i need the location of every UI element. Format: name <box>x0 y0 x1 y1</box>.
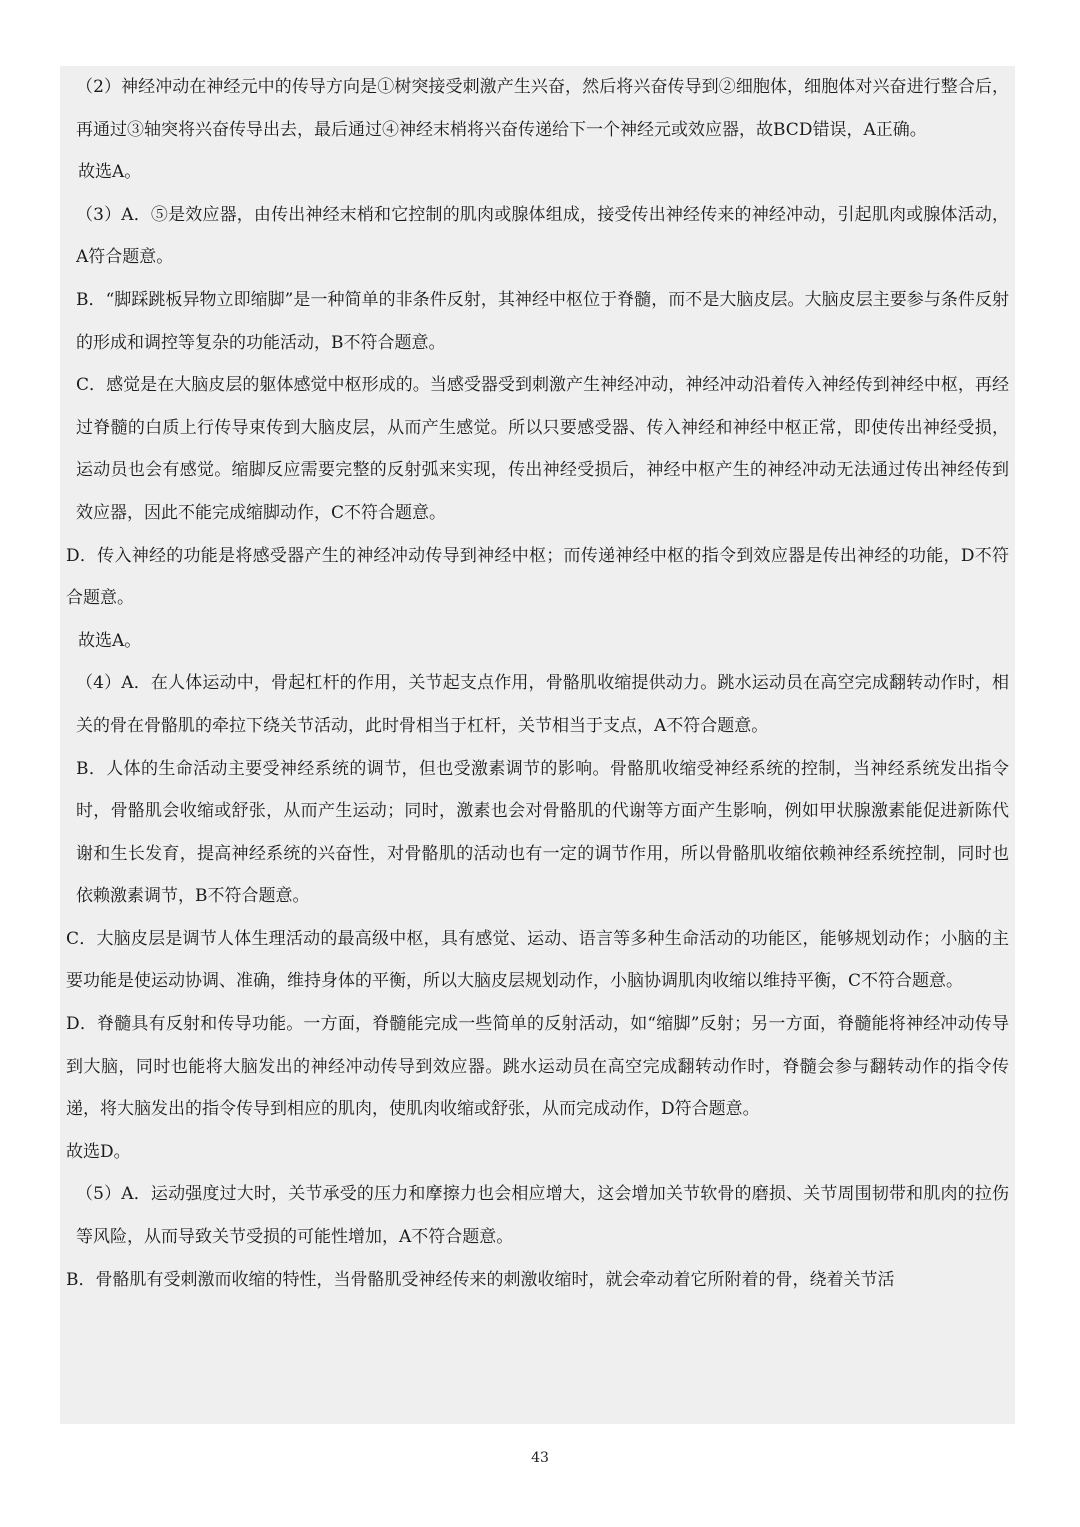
paragraph-q5-b: B．骨骼肌有受刺激而收缩的特性，当骨骼肌受神经传来的刺激收缩时，就会牵动着它所附着的骨，绕着关节活 <box>66 1269 895 1290</box>
paragraph-q4-b: B．人体的生命活动主要受神经系统的调节，但也受激素调节的影响。骨骼肌收缩受神经系统的控制，当神经系统发出指令时，骨骼肌会收缩或舒张，从而产生运动；同时，激素也会对骨骼肌的代谢等方面产生影响，例如甲状腺激素能促进新陈代谢和生长发育，提高神经系统的兴奋性，对骨骼肌的活动也有一定的调节作用，所以骨骼肌收缩依赖神经系统控制，同时也依赖激素调节，B不符合题意。 <box>76 758 1009 907</box>
paragraph-q4-d: D．脊髓具有反射和传导功能。一方面，脊髓能完成一些简单的反射活动，如“缩脚”反射；另一方面，脊髓能将神经冲动传导到大脑，同时也能将大脑发出的神经冲动传导到效应器。跳水运动员在高空完成翻转动作时，脊髓会参与翻转动作的指令传递，将大脑发出的指令传导到相应的肌肉，使肌肉收缩或舒张，从而完成动作，D符合题意。 <box>66 1014 1009 1120</box>
paragraph-q2: （2）神经冲动在神经元中的传导方向是①树突接受刺激产生兴奋，然后将兴奋传导到②细胞体，细胞体对兴奋进行整合后，再通过③轴突将兴奋传导出去，最后通过④神经末梢将兴奋传递给下一个神经元或效应器，故BCD错误，A正确。 <box>76 77 1009 140</box>
paragraph-q4-c: C．大脑皮层是调节人体生理活动的最高级中枢，具有感觉、运动、语言等多种生命活动的功能区，能够规划动作；小脑的主要功能是使运动协调、准确，维持身体的平衡，所以大脑皮层规划动作，小脑协调肌肉收缩以维持平衡，C不符合题意。 <box>66 928 1009 992</box>
paragraph-q3-c: C．感觉是在大脑皮层的躯体感觉中枢形成的。当感受器受到刺激产生神经冲动，神经冲动沿着传入神经传到神经中枢，再经过脊髓的白质上行传导束传到大脑皮层，从而产生感觉。所以只要感受器、传入神经和神经中枢正常，即使传出神经受损，运动员也会有感觉。缩脚反应需要完整的反射弧来实现，传出神经受损后，神经中枢产生的神经冲动无法通过传出神经传到效应器，因此不能完成缩脚动作，C不符合题意。 <box>76 375 1009 523</box>
paragraph-q3-b: B．“脚踩跳板异物立即缩脚”是一种简单的非条件反射，其神经中枢位于脊髓，而不是大脑皮层。大脑皮层主要参与条件反射的形成和调控等复杂的功能活动，B不符合题意。 <box>76 289 1009 353</box>
answer-q4: 故选D。 <box>66 1141 131 1162</box>
document-body <box>60 66 1015 1424</box>
paragraph-q3-a: （3）A．⑤是效应器，由传出神经末梢和它控制的肌肉或腺体组成，接受传出神经传来的神经冲动，引起肌肉或腺体活动，A符合题意。 <box>76 204 1009 268</box>
paragraph-q4-a: （4）A．在人体运动中，骨起杠杆的作用，关节起支点作用，骨骼肌收缩提供动力。跳水运动员在高空完成翻转动作时，相关的骨在骨骼肌的牵拉下绕关节活动，此时骨相当于杠杆，关节相当于支点，A不符合题意。 <box>76 673 1009 736</box>
page-number: 43 <box>531 1450 549 1466</box>
answer-q3: 故选A。 <box>78 630 142 651</box>
answer-q2: 故选A。 <box>78 162 142 183</box>
paragraph-q3-d: D．传入神经的功能是将感受器产生的神经冲动传导到神经中枢；而传递神经中枢的指令到效应器是传出神经的功能，D不符合题意。 <box>66 545 1009 609</box>
paragraph-q5-a: （5）A．运动强度过大时，关节承受的压力和摩擦力也会相应增大，这会增加关节软骨的磨损、关节周围韧带和肌肉的拉伤等风险，从而导致关节受损的可能性增加，A不符合题意。 <box>76 1184 1009 1248</box>
